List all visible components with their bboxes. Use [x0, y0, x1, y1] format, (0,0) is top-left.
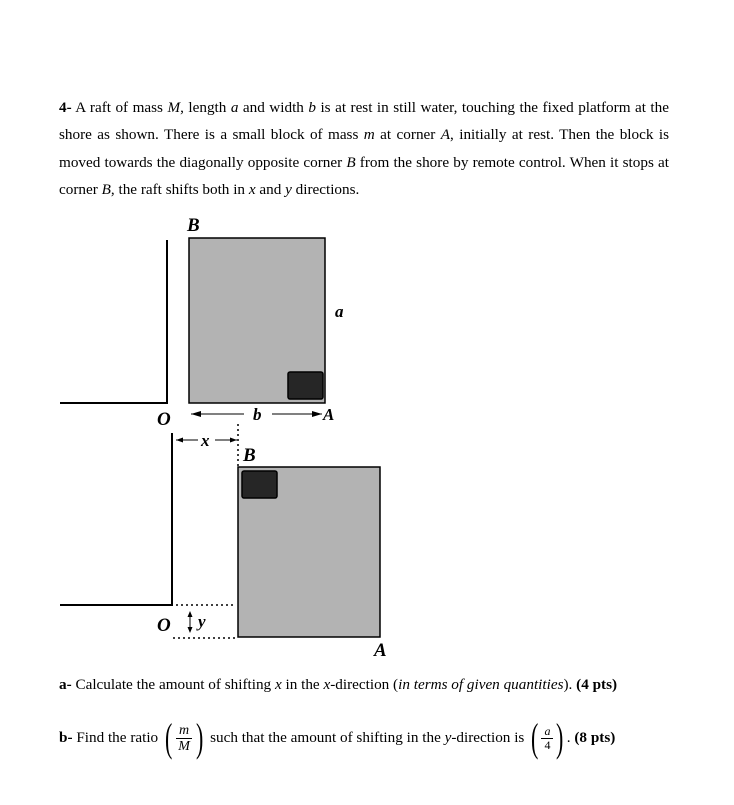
- var-b: b: [308, 99, 316, 116]
- question-text: .: [566, 729, 575, 746]
- label-B-bottom: B: [243, 445, 256, 466]
- block-at-A: [288, 372, 323, 399]
- question-text: such that the amount of shifting in the: [206, 729, 445, 746]
- problem-text: , the raft shifts both in: [110, 181, 249, 199]
- problem-text: is at rest in still water, touching the fixed platform at the shore as shown. There is a small block of mass: [59, 99, 669, 144]
- question-a: [59, 675, 617, 695]
- ratio-numerator: m: [176, 723, 192, 739]
- question-a-label: a-: [59, 676, 72, 693]
- value-numerator: a: [541, 725, 553, 739]
- arrowhead-down: [188, 627, 193, 633]
- shore-platform-bottom: [60, 433, 172, 605]
- problem-text: A raft of mass: [71, 99, 168, 116]
- var-A: A: [440, 126, 451, 144]
- var-B: B: [346, 153, 356, 171]
- question-text: -direction (: [330, 676, 399, 693]
- var-a: a: [230, 99, 239, 116]
- arrowhead-up: [188, 611, 193, 617]
- arrowhead-left: [176, 438, 183, 443]
- var-x: x: [248, 181, 256, 199]
- label-B-top: B: [187, 215, 200, 236]
- problem-number: 4-: [59, 99, 72, 116]
- question-text: -direction is: [451, 729, 529, 746]
- paren-open: (: [531, 715, 539, 760]
- label-A-top: A: [323, 405, 335, 424]
- problem-text: , initially at rest. Then the block is moved towards the diagonally opposite corner: [59, 126, 669, 171]
- var-B: B: [101, 181, 111, 199]
- question-text: ).: [563, 676, 577, 693]
- question-hint: in terms of given quantities: [398, 676, 564, 693]
- value-fraction: [541, 725, 553, 752]
- question-text: in the: [281, 676, 324, 693]
- question-b-label: b-: [59, 729, 73, 746]
- paren-close: ): [556, 715, 564, 760]
- ratio-denominator: M: [178, 738, 190, 754]
- problem-text: and: [255, 181, 286, 199]
- var-x: x: [323, 676, 331, 693]
- arrowhead-left: [191, 411, 201, 417]
- label-y: y: [198, 612, 206, 631]
- question-b-points: (8 pts): [574, 729, 616, 746]
- label-O-top: O: [157, 409, 171, 430]
- var-y: y: [444, 729, 452, 746]
- shore-platform-top: [60, 240, 167, 403]
- value-denominator: 4: [544, 737, 551, 752]
- question-text: Find the ratio: [72, 729, 162, 746]
- block-at-B: [242, 471, 277, 498]
- problem-text: directions.: [291, 181, 360, 199]
- var-x: x: [274, 676, 282, 693]
- initial-configuration: [60, 215, 344, 468]
- problem-text: , length: [180, 99, 231, 116]
- question-a-points: (4 pts): [576, 676, 618, 693]
- problem-text: and width: [238, 99, 309, 116]
- arrowhead-right: [230, 438, 237, 443]
- problem-text: at corner: [374, 126, 441, 144]
- final-configuration: [60, 433, 387, 661]
- paren-open: (: [164, 715, 173, 760]
- label-A-bottom: A: [374, 640, 387, 661]
- ratio-fraction: [175, 723, 193, 754]
- problem-text: from the shore by remote control. When it stops at corner: [59, 153, 669, 199]
- question-b: [59, 716, 615, 760]
- paren-close: ): [195, 715, 204, 760]
- label-a: a: [335, 302, 344, 321]
- label-O-bottom: O: [157, 615, 171, 636]
- label-x: x: [201, 431, 210, 450]
- var-y: y: [285, 181, 292, 199]
- label-b: b: [253, 405, 262, 424]
- var-m: m: [363, 126, 375, 144]
- arrowhead-right: [312, 411, 322, 417]
- var-M: M: [167, 99, 181, 116]
- question-text: Calculate the amount of shifting: [71, 676, 275, 693]
